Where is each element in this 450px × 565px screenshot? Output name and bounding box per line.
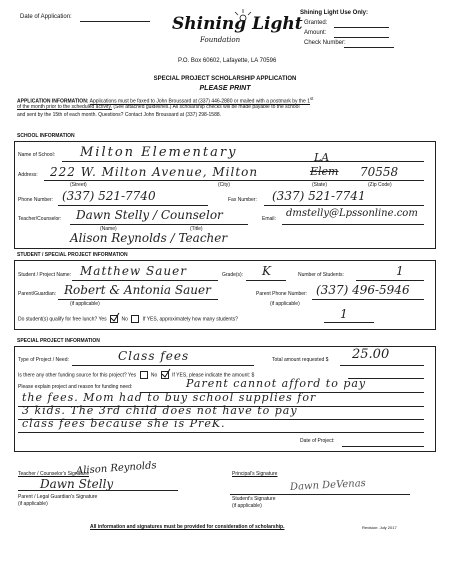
project-type-line [72, 365, 254, 366]
grade-value[interactable]: K [262, 264, 271, 278]
principal-sig-label: Principal's Signature [232, 471, 278, 477]
project-type-label: Type of Project / Need: [18, 357, 69, 363]
checkmark-icon [161, 368, 171, 378]
date-field[interactable] [80, 21, 150, 22]
amount-label: Amount: [304, 30, 327, 36]
total-line [340, 365, 424, 366]
other-funding-label: Is there any other funding source for this project? Yes [18, 372, 137, 379]
form-subtitle: PLEASE PRINT [199, 85, 251, 92]
footer-note: All information and signatures must be provided for consideration of scholarship. [90, 524, 285, 530]
student-name-value[interactable]: Matthew Sauer [80, 264, 187, 278]
checkmark-icon [110, 312, 120, 322]
school-name-label: Name of School: [18, 152, 55, 158]
lunch-count-value[interactable]: 1 [340, 307, 348, 321]
phone-if-applicable: (if applicable) [270, 301, 300, 307]
date-project-label: Date of Project: [300, 438, 335, 444]
date-label: Date of Application: [20, 14, 72, 20]
lunch-label: Do student(s) qualify for free lunch? Yes [18, 316, 107, 323]
num-students-value[interactable]: 1 [396, 264, 404, 278]
phone-value[interactable]: (337) 521-7740 [62, 189, 156, 203]
parent-phone-line [312, 299, 424, 300]
lunch-no-checkbox[interactable] [131, 315, 139, 323]
info-line2: of the month prior to the scheduled activity. (See attached guidelines.) All scholarship checks will be made payable to the school [17, 104, 300, 110]
email-line [282, 224, 424, 225]
lunch-tail: If YES, approximately how many students? [142, 316, 238, 323]
address-value[interactable]: 222 W. Milton Avenue, Milton [50, 165, 259, 179]
amount-field[interactable] [334, 37, 389, 38]
num-students-label: Number of Students: [298, 272, 344, 278]
project-type-value[interactable]: Class fees [118, 349, 190, 363]
check-field[interactable] [344, 47, 394, 48]
state-value[interactable]: LA [314, 151, 330, 164]
logo [170, 14, 303, 58]
total-value[interactable]: 25.00 [352, 347, 390, 362]
info-line1: APPLICATION INFORMATION: Applications must be faxed to John Broussard at (337) 446-2880 or mailed with a postmark by the 1st [17, 96, 314, 105]
explain-text-4[interactable]: class fees because she is PreK. [22, 417, 226, 430]
parent-phone-label: Parent Phone Number: [256, 291, 308, 297]
total-label: Total amount requested $ [272, 357, 329, 363]
street-caption: (Street) [70, 182, 87, 188]
student-name-line [72, 280, 218, 281]
explain-label: Please explain project and reason for funding need: [18, 384, 133, 390]
info-line3: and sent by the 15th of each month. Questions? Contact John Broussard at (337) 298-1588. [17, 112, 222, 118]
po-address: P.O. Box 60602, Lafayette, LA 70596 [178, 58, 277, 64]
lunch-count-line [324, 322, 374, 323]
city-caption: (City) [218, 182, 230, 188]
school-name-value[interactable]: Milton Elementary [80, 145, 238, 160]
other-funding-tail: If YES, please indicate the amount: $ [172, 372, 255, 379]
teacher-label: Teacher/Counselor: [18, 216, 62, 222]
sun-icon [230, 8, 256, 24]
phone-label: Phone Number: [18, 197, 54, 203]
fax-label: Fax Number: [228, 197, 257, 203]
email-label: Email: [262, 216, 276, 222]
principal-signature[interactable]: Dawn DeVenas [289, 478, 367, 493]
parent-sig-if-app: (if applicable) [18, 501, 48, 507]
school-heading: SCHOOL INFORMATION [17, 133, 75, 139]
parent-sig-label: Parent / Legal Guardian's Signature [18, 494, 98, 500]
parent-if-applicable: (if applicable) [70, 301, 100, 307]
project-heading: SPECIAL PROJECT INFORMATION [17, 338, 100, 344]
other-no-label: No [150, 372, 158, 379]
address-line [44, 180, 424, 181]
principal-sig-line [230, 494, 410, 495]
lunch-row [18, 315, 238, 323]
email-value[interactable]: dmstelly@Lpssonline.com [286, 208, 418, 219]
student-name-label: Student / Project Name: [18, 272, 72, 278]
form-title: SPECIAL PROJECT SCHOLARSHIP APPLICATION [153, 76, 297, 82]
fax-line [264, 205, 424, 206]
student-heading: STUDENT / SPECIAL PROJECT INFORMATION [17, 252, 128, 258]
teacher-line [70, 224, 248, 225]
lunch-yes-checkbox[interactable] [110, 315, 118, 323]
explain-text-2[interactable]: the fees. Mom had to buy school supplies for [22, 391, 317, 404]
title-caption: (Title) [190, 226, 203, 232]
state-caption: (State) [312, 182, 328, 188]
logo-sub: Foundation [200, 36, 241, 44]
phone-line [58, 205, 208, 206]
parent-value[interactable]: Robert & Antonia Sauer [64, 283, 211, 297]
lunch-no-label: No [121, 316, 128, 323]
second-teacher-value[interactable]: Alison Reynolds / Teacher [70, 231, 228, 245]
grade-line [246, 280, 286, 281]
other-no-checkbox[interactable] [161, 371, 169, 379]
office-use-title: Shining Light Use Only: [300, 10, 368, 16]
teacher-value[interactable]: Dawn Stelly / Counselor [76, 208, 223, 222]
school-name-line [62, 161, 424, 162]
student-sig-if-app: (if applicable) [232, 503, 262, 509]
teacher-sig-label: Teacher / Counselor's Signature [18, 471, 89, 477]
granted-label: Granted: [304, 20, 328, 26]
student-sig-label: Student's Signature [232, 496, 276, 502]
num-students-line [356, 280, 424, 281]
grade-label: Grade(s): [222, 272, 244, 278]
check-label: Check Number: [304, 40, 346, 46]
logo-text: Shining Light [172, 14, 303, 34]
name-caption: (Name) [100, 226, 117, 232]
explain-text-3[interactable]: 3 kids. The 3rd child does not have to pay [22, 404, 298, 417]
explain-line-4 [18, 432, 424, 433]
zip-value[interactable]: 70558 [360, 165, 399, 179]
teacher-signature[interactable]: Alison Reynolds [75, 460, 157, 477]
state-struck: Elem [310, 165, 339, 178]
parent-line [58, 299, 218, 300]
address-label: Address: [18, 172, 38, 178]
granted-field[interactable] [334, 27, 389, 28]
parent-phone-value[interactable]: (337) 496-5946 [316, 283, 410, 297]
date-project-field[interactable] [342, 446, 424, 447]
parent-label: Parent/Guardian: [18, 291, 57, 297]
revision: Revision: July 2017 [362, 525, 397, 530]
zip-caption: (Zip Code) [368, 182, 392, 188]
fax-value[interactable]: (337) 521-7741 [272, 189, 366, 203]
teacher-signature-2[interactable]: Dawn Stelly [40, 477, 114, 491]
explain-text-1[interactable]: Parent cannot afford to pay [186, 377, 367, 390]
other-yes-checkbox[interactable] [140, 371, 148, 379]
